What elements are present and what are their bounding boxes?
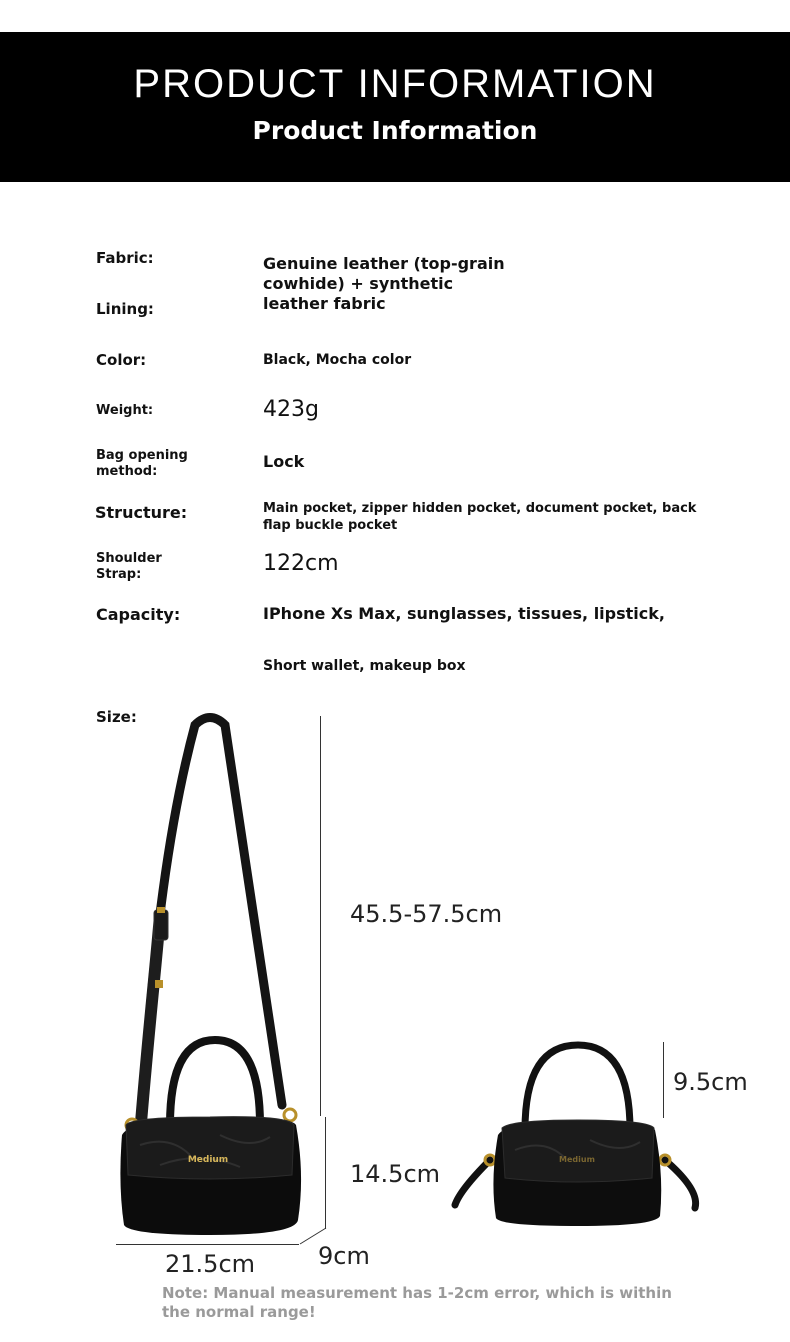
weight-value: 423g <box>263 397 319 422</box>
bag-side-image <box>450 1040 710 1240</box>
bag-front-image <box>100 705 330 1245</box>
strap-drop-label: 45.5-57.5cm <box>350 900 503 928</box>
strap-value: 122cm <box>263 551 339 576</box>
height-label: 14.5cm <box>350 1160 441 1188</box>
page-subtitle: Product Information <box>252 116 538 145</box>
capacity-value-1: IPhone Xs Max, sunglasses, tissues, lipstick, <box>263 604 665 623</box>
color-value: Black, Mocha color <box>263 352 412 368</box>
fabric-label: Fabric: <box>96 249 154 267</box>
bag-logo-text: Medium <box>187 1155 229 1165</box>
page-title: PRODUCT INFORMATION <box>133 62 657 106</box>
strap-label: Shoulder Strap: <box>96 551 162 582</box>
strap-drop-line <box>320 716 321 1116</box>
capacity-label: Capacity: <box>96 605 181 624</box>
header-banner <box>0 32 790 182</box>
size-label: Size: <box>96 708 137 726</box>
width-label: 21.5cm <box>165 1250 256 1278</box>
measurement-note: Note: Manual measurement has 1-2cm error, which is within the normal range! <box>162 1284 672 1321</box>
structure-label: Structure: <box>95 503 188 522</box>
height-line <box>325 1117 326 1229</box>
fabric-value: Genuine leather (top-grain cowhide) + synthetic leather fabric <box>263 254 505 313</box>
opening-label: Bag opening method: <box>96 448 188 479</box>
bag-side-logo-text: Medium <box>559 1155 595 1164</box>
handle-height-label: 9.5cm <box>673 1068 748 1096</box>
depth-label: 9cm <box>318 1242 370 1270</box>
color-label: Color: <box>96 351 147 369</box>
width-line <box>116 1244 299 1245</box>
opening-value: Lock <box>263 452 305 471</box>
weight-label: Weight: <box>96 403 154 418</box>
handle-height-line <box>663 1042 664 1118</box>
lining-label: Lining: <box>96 300 154 318</box>
capacity-value-2: Short wallet, makeup box <box>263 658 466 674</box>
structure-value: Main pocket, zipper hidden pocket, document pocket, back flap buckle pocket <box>263 501 697 533</box>
